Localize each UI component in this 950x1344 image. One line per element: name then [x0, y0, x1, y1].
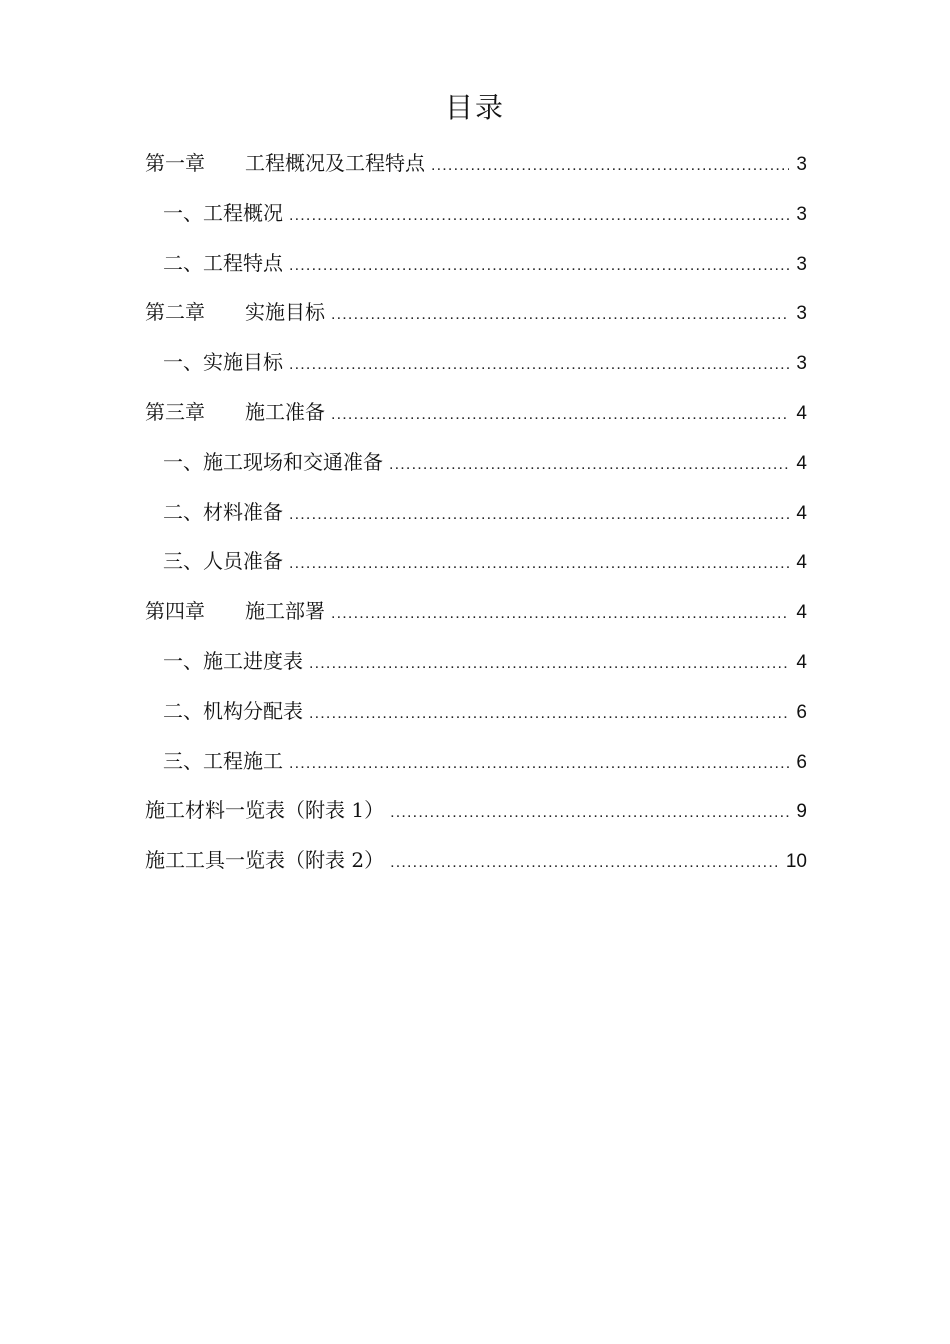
toc-entry-page: 3	[796, 253, 807, 275]
toc-entry-number: 第四章	[145, 599, 205, 624]
toc-entry-page: 4	[796, 452, 807, 474]
toc-dot-leader	[309, 697, 789, 731]
toc-entry-label: 施工进度表	[203, 648, 303, 673]
toc-dot-leader	[309, 647, 789, 681]
toc-entry-number: 第一章	[145, 151, 205, 175]
toc-entry-label: 机构分配表	[203, 698, 303, 723]
toc-entry-number: 二、	[163, 499, 203, 524]
toc-entry-label: 工程施工	[203, 748, 283, 773]
toc-dot-leader	[289, 498, 789, 532]
toc-entry-page: 3	[796, 203, 807, 225]
toc-entry-page: 9	[796, 801, 807, 823]
toc-entry-page: 3	[796, 303, 807, 325]
toc-entry-page: 4	[796, 502, 807, 524]
toc-entry-label: 工程概况	[203, 200, 283, 225]
toc-dot-leader	[389, 448, 789, 482]
toc-entry-label: 施工部署	[245, 599, 325, 624]
toc-entry-number: 一、	[163, 350, 203, 375]
toc-entry-label: 施工准备	[245, 399, 325, 424]
toc-entry-label: 实施目标	[245, 300, 325, 325]
toc-entry-page: 4	[796, 602, 807, 624]
toc-dot-leader	[289, 547, 789, 581]
toc-entry-number: 三、	[163, 748, 203, 773]
toc-entry-page: 4	[796, 552, 807, 574]
toc-entry-label: 施工材料一览表（附表 1）	[145, 798, 385, 823]
toc-entry-page: 6	[796, 751, 807, 773]
toc-entry-number: 第三章	[145, 399, 205, 424]
toc-entry-label: 实施目标	[203, 350, 283, 375]
toc-entry-label: 施工现场和交通准备	[203, 449, 383, 474]
toc-entry[interactable]	[145, 246, 807, 296]
toc-dot-leader	[331, 398, 789, 432]
toc-entry[interactable]	[145, 196, 807, 246]
toc-dot-leader	[289, 747, 789, 781]
toc-entry-page: 3	[796, 353, 807, 375]
toc-entry-number: 一、	[163, 648, 203, 673]
toc-entry-number: 第二章	[145, 300, 205, 325]
toc-entry-page: 6	[796, 701, 807, 723]
toc-entry[interactable]	[145, 146, 807, 196]
toc-entry-page: 4	[796, 402, 807, 424]
toc-title: 目录	[444, 91, 505, 124]
toc-entry[interactable]	[145, 295, 807, 345]
toc-dot-leader	[390, 846, 780, 880]
toc-list	[145, 146, 807, 893]
toc-entry[interactable]	[145, 395, 807, 445]
toc-entry-label: 施工工具一览表（附表 2）	[145, 848, 385, 873]
toc-entry-label: 材料准备	[203, 499, 283, 524]
toc-entry-number: 二、	[163, 698, 203, 723]
toc-entry-number: 一、	[163, 200, 203, 225]
toc-entry-label: 工程特点	[203, 250, 283, 275]
toc-entry-label: 人员准备	[203, 549, 283, 574]
toc-entry[interactable]	[145, 544, 807, 594]
toc-entry-page: 4	[796, 651, 807, 673]
toc-entry[interactable]	[145, 744, 807, 794]
toc-dot-leader	[431, 149, 789, 183]
toc-entry[interactable]	[145, 644, 807, 694]
toc-entry-number: 二、	[163, 250, 203, 275]
toc-dot-leader	[289, 249, 789, 283]
toc-entry[interactable]	[145, 694, 807, 744]
toc-entry[interactable]	[145, 345, 807, 395]
toc-entry-page: 10	[785, 851, 807, 873]
toc-entry-appendix[interactable]	[145, 793, 807, 843]
toc-entry[interactable]	[145, 445, 807, 495]
toc-dot-leader	[390, 796, 789, 830]
toc-dot-leader	[331, 298, 789, 332]
toc-dot-leader	[289, 348, 789, 382]
toc-entry[interactable]	[145, 594, 807, 644]
toc-dot-leader	[331, 597, 789, 631]
toc-dot-leader	[289, 199, 789, 233]
toc-entry[interactable]	[145, 495, 807, 545]
toc-entry-number: 一、	[163, 449, 203, 474]
toc-entry-label: 工程概况及工程特点	[245, 151, 425, 175]
toc-entry-number: 三、	[163, 549, 203, 574]
toc-entry-appendix[interactable]	[145, 843, 807, 893]
toc-entry-page: 3	[796, 154, 807, 175]
